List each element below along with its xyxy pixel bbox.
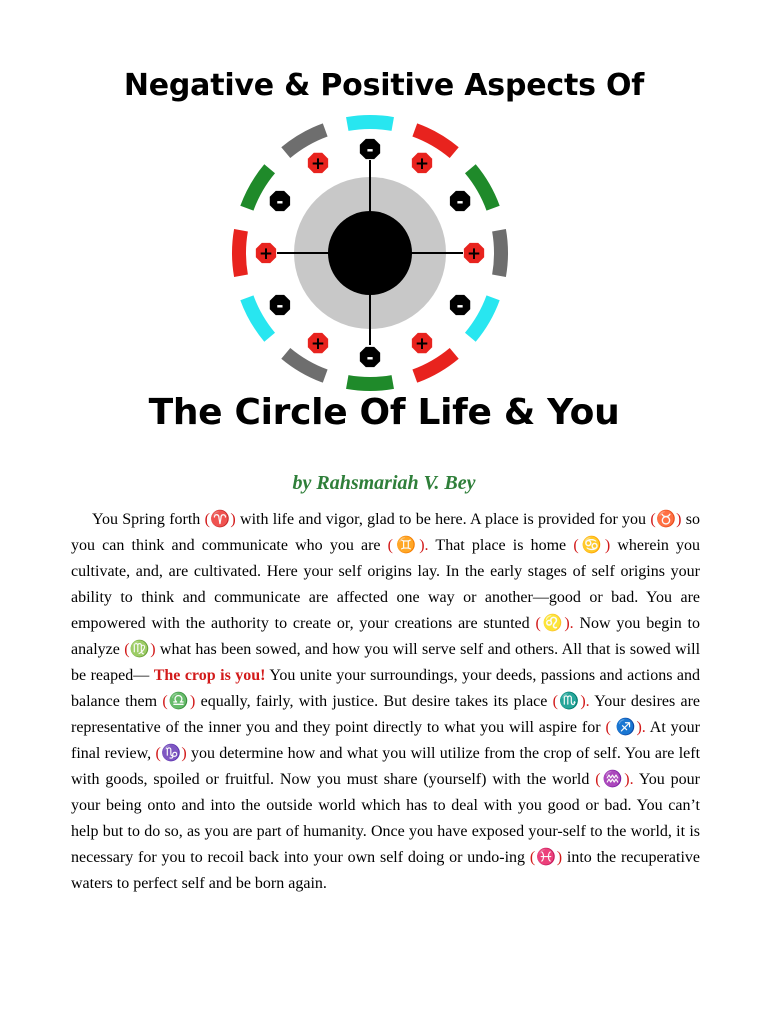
negative-marker: [450, 191, 470, 212]
plus-sign: +: [466, 244, 482, 264]
text-segment: what has been sowed, and how you will serve self and others. All that is sowed will be reaped—: [71, 641, 701, 684]
positive-marker: [412, 333, 432, 354]
minus-sign: -: [456, 192, 464, 212]
sagittarius-symbol: ( ♐).: [605, 719, 646, 736]
taurus-symbol: (♉): [650, 511, 682, 528]
author-byline: by Rahsmariah V. Bey: [292, 472, 476, 494]
crop-highlight: The crop is you!: [153, 667, 266, 684]
cyan-outer-arc: [346, 115, 394, 131]
negative-marker: [270, 295, 290, 316]
positive-marker: [256, 243, 276, 264]
capricorn-symbol: (♑): [155, 745, 187, 762]
minus-sign: -: [366, 140, 374, 160]
circle-of-life-diagram: [227, 113, 517, 393]
aquarius-symbol: (♒).: [595, 771, 634, 788]
leo-symbol: (♌).: [535, 615, 574, 632]
positive-marker: [308, 333, 328, 354]
negative-marker: [450, 295, 470, 316]
virgo-symbol: (♍): [124, 641, 156, 658]
pisces-symbol: (♓): [529, 849, 563, 866]
negative-marker: [270, 191, 290, 212]
minus-sign: -: [456, 296, 464, 316]
negative-marker: [360, 139, 380, 160]
text-segment: That place is home: [428, 537, 574, 554]
aries-symbol: (♈): [204, 511, 236, 528]
plus-sign: +: [310, 153, 326, 174]
scorpio-symbol: (♏).: [552, 693, 590, 710]
positive-marker: [412, 153, 432, 174]
text-segment: Your desires are representative of the inner you and they point directly to what you will aspire for: [71, 693, 701, 736]
plus-sign: +: [414, 334, 430, 355]
text-segment: equally, fairly, with justice. But desire takes its place: [195, 693, 553, 710]
minus-sign: -: [366, 348, 374, 368]
text-segment: You unite your surroundings, your deeds, passions and actions and balance them: [71, 667, 700, 710]
text-segment: You Spring forth: [92, 511, 205, 528]
red-outer-arc: [232, 229, 248, 277]
minus-sign: -: [276, 192, 284, 212]
title-bottom: The Circle Of Life & You: [148, 392, 620, 433]
text-segment: you determine how and what you will utilize from the crop of self. You are left with goods, spoiled or fruitful. Now you must share (yourself) with the world: [71, 745, 701, 788]
minus-sign: -: [276, 296, 284, 316]
text-segment: so you can think and communicate who you are: [71, 511, 701, 554]
plus-sign: +: [310, 334, 326, 355]
text-segment: wherein you cultivate, and, are cultivated. Here your self origins lay. In the early stages of self origins your ability to think and communicate are affected one way or another—good or bad. You are empowered with the authority to create or, your creations are stunted: [71, 537, 701, 632]
gray-outer-arc: [492, 229, 508, 277]
plus-sign: +: [258, 244, 274, 264]
text-segment: You pour your being onto and into the outside world which has to deal with you good or bad. You can’t help but to do so, as you are part of humanity. Once you have exposed your-self to the world, it is necessary for you to recoil back into your own self doing or undo-ing: [71, 771, 701, 866]
positive-marker: [464, 243, 484, 264]
text-segment: into the recuperative waters to perfect self and be born again.: [71, 849, 701, 892]
gemini-symbol: (♊).: [387, 537, 429, 554]
cancer-symbol: (♋): [573, 537, 611, 554]
green-outer-arc: [346, 375, 394, 391]
positive-marker: [308, 153, 328, 174]
body-paragraph: [71, 507, 700, 897]
text-segment: Now you begin to analyze: [71, 615, 701, 658]
center-black-circle: [328, 211, 412, 295]
title-top: Negative & Positive Aspects Of: [123, 68, 645, 103]
negative-marker: [360, 347, 380, 368]
plus-sign: +: [414, 153, 430, 174]
libra-symbol: (♎): [162, 693, 196, 710]
text-segment: with life and vigor, glad to be here. A place is provided for you: [235, 511, 651, 528]
text-segment: At your final review,: [71, 719, 701, 762]
